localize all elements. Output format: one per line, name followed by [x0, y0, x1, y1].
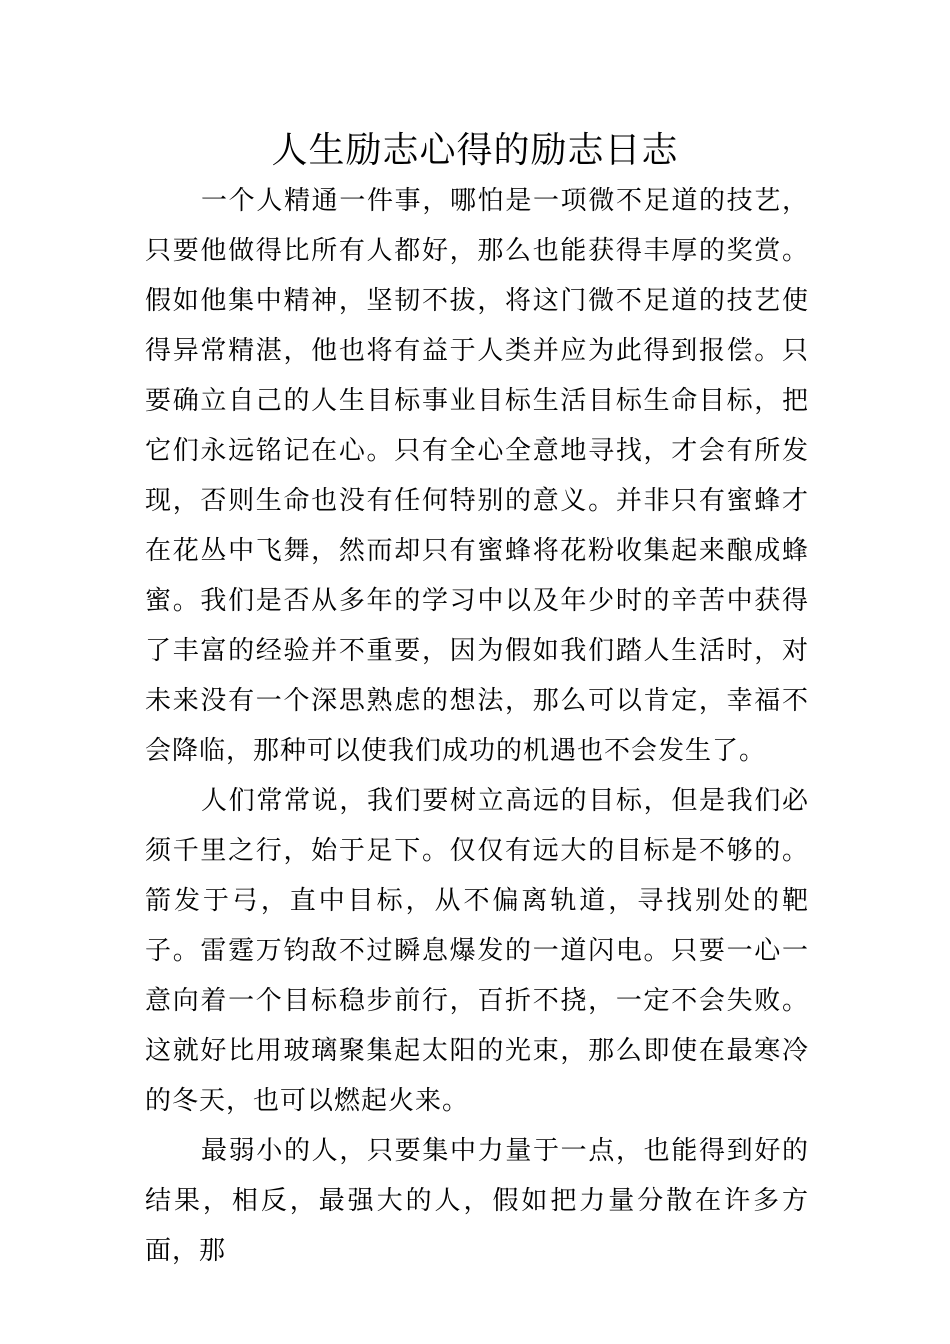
- document-title: 人生励志心得的励志日志: [271, 130, 679, 171]
- document-body: [145, 176, 809, 1276]
- paragraph-1: 一个人精通一件事，哪怕是一项微不足道的技艺，只要他做得比所有人都好，那么也能获得丰厚的奖赏。假如他集中精神，坚韧不拔，将这门微不足道的技艺使得异常精湛，他也将有益于人类并应为此得到报偿。只要确立自己的人生目标事业目标生活目标生命目标，把它们永远铭记在心。只有全心全意地寻找，才会有所发现，否则生命也没有任何特别的意义。并非只有蜜蜂才在花丛中飞舞，然而却只有蜜蜂将花粉收集起来酿成蜂蜜。我们是否从多年的学习中以及年少时的辛苦中获得了丰富的经验并不重要，因为假如我们踏人生活时，对未来没有一个深思熟虑的想法，那么可以肯定，幸福不会降临，那种可以使我们成功的机遇也不会发生了。: [145, 186, 809, 766]
- paragraph-3: 最弱小的人，只要集中力量于一点，也能得到好的结果，相反，最强大的人，假如把力量分散在许多方面，那: [145, 1136, 809, 1266]
- paragraph-2: 人们常常说，我们要树立高远的目标，但是我们必须千里之行，始于足下。仅仅有远大的目标是不够的。箭发于弓，直中目标，从不偏离轨道，寻找别处的靶子。雷霆万钧敌不过瞬息爆发的一道闪电。只要一心一意向着一个目标稳步前行，百折不挠，一定不会失败。这就好比用玻璃聚集起太阳的光束，那么即使在最寒冷的冬天，也可以燃起火来。: [145, 786, 809, 1116]
